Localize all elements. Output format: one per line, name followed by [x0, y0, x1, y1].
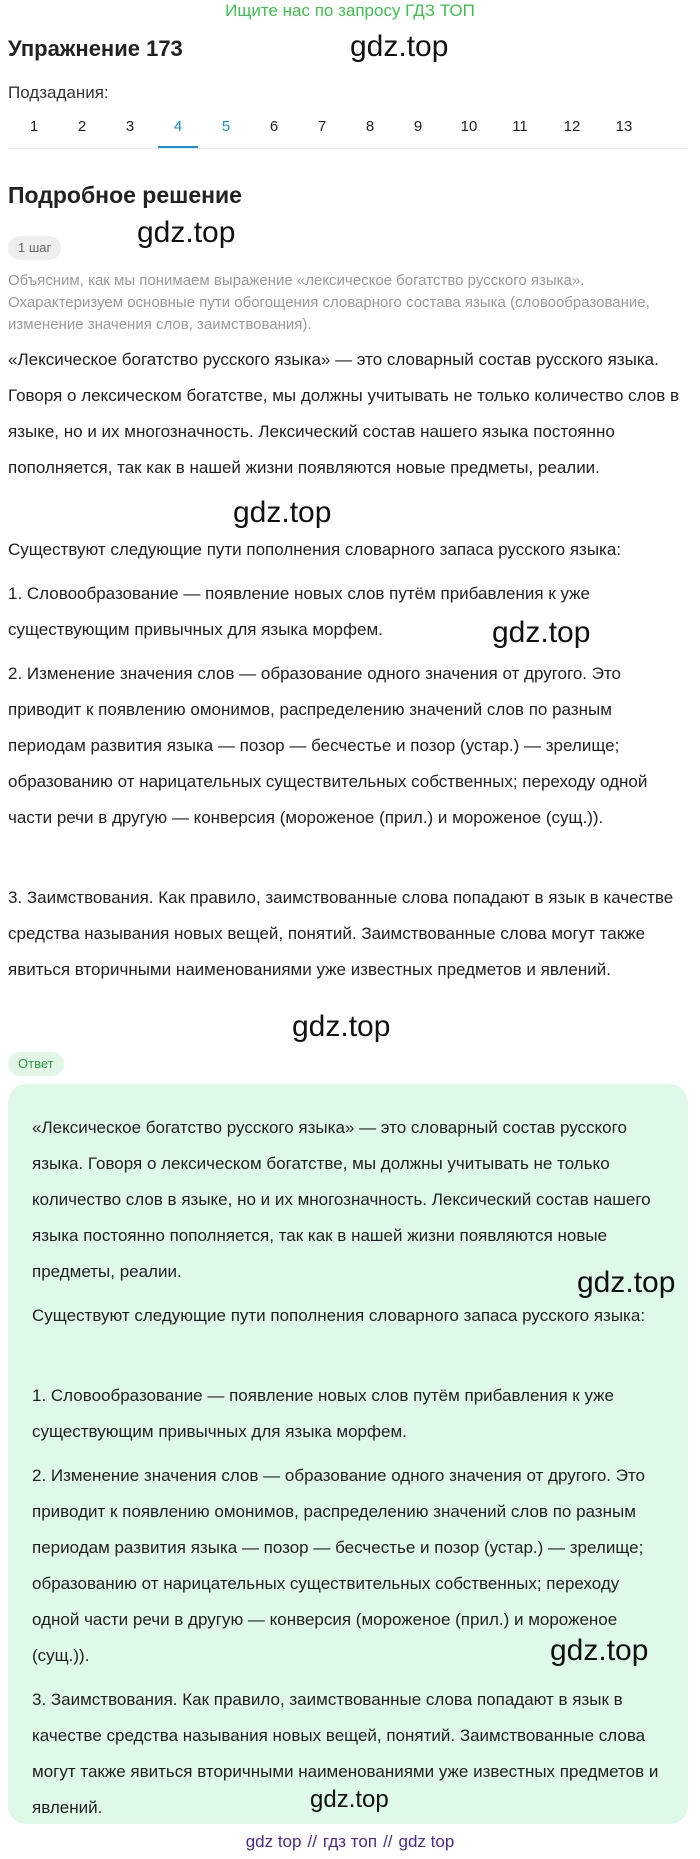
- solution-paragraph: 2. Изменение значения слов — образование одного значения от другого. Это приводит к появлению омонимов, распределению значений слов по разным периодам развития языка — позор — бесчестье и позор (устар.) — зрелище; образованию от нарицательных существительных собственных; переходу одной части речи в другую — конверсия (мороженое (прил.) и мороженое (сущ.)).: [8, 664, 648, 827]
- footer-separator: //: [383, 1832, 393, 1851]
- solution-title: Подробное решение: [8, 182, 242, 208]
- watermark: gdz.top: [492, 616, 591, 649]
- answer-paragraph: 3. Заимствования. Как правило, заимствованные слова попадают в язык в качестве средства называния новых вещей, понятий. Заимствованные слова могут также явиться вторичными наименованиями уже известных предметов и явлений.: [32, 1690, 659, 1817]
- subtask-tab-6[interactable]: 6: [269, 118, 279, 135]
- subtask-tab-13[interactable]: 13: [615, 118, 633, 135]
- answer-paragraph: «Лексическое богатство русского языка» — это словарный состав русского языка. Говоря о лексическом богатстве, мы должны учитывать не только количество слов в языке, но и их многозначность. Лексический состав нашего языка постоянно пополняется, так как в нашей жизни появляются новые предметы, реалии.: [32, 1118, 651, 1281]
- page-title: Упражнение 173: [8, 36, 183, 61]
- subtask-tab-1[interactable]: 1: [29, 118, 39, 135]
- footer-link[interactable]: гдз топ: [322, 1832, 378, 1851]
- watermark: gdz.top: [292, 1010, 391, 1043]
- footer-separator: //: [307, 1832, 317, 1851]
- subtask-tab-3[interactable]: 3: [125, 118, 135, 135]
- solution-paragraph: «Лексическое богатство русского языка» — это словарный состав русского языка. Говоря о лексическом богатстве, мы должны учитывать не только количество слов в языке, но и их многозначность. Лексический состав нашего языка постоянно пополняется, так как в нашей жизни появляются новые предметы, реалии.: [8, 350, 680, 477]
- subtask-tab-10[interactable]: 10: [460, 118, 478, 135]
- answer-paragraph: 2. Изменение значения слов — образование одного значения от другого. Это приводит к появлению омонимов, распределению значений слов по разным периодам развития языка — позор — бесчестье и позор (устар.) — зрелище; образованию от нарицательных существительных собственных; переходу одной части речи в другую — конверсия (мороженое (прил.) и мороженое (сущ.)).: [32, 1466, 646, 1665]
- solution-paragraph: 3. Заимствования. Как правило, заимствованные слова попадают в язык в качестве средства называния новых вещей, понятий. Заимствованные слова могут также явиться вторичными наименованиями уже известных предметов и явлений.: [8, 888, 674, 979]
- watermark: gdz.top: [550, 1634, 649, 1667]
- footer-link[interactable]: gdz top: [245, 1832, 302, 1851]
- watermark: gdz.top: [350, 30, 449, 63]
- subtask-tab-8[interactable]: 8: [365, 118, 375, 135]
- watermark: gdz.top: [310, 1786, 389, 1813]
- subtask-tab-5[interactable]: 5: [221, 118, 231, 135]
- search-banner: Ищите нас по запросу ГДЗ ТОП: [225, 1, 475, 20]
- answer-badge: Ответ: [8, 1052, 64, 1076]
- watermark: gdz.top: [577, 1266, 676, 1299]
- subtask-tab-9[interactable]: 9: [413, 118, 423, 135]
- answer-paragraph: Существуют следующие пути пополнения словарного запаса русского языка:: [32, 1306, 646, 1325]
- footer-link[interactable]: gdz top: [398, 1832, 455, 1851]
- answer-paragraph: 1. Словообразование — появление новых слов путём прибавления к уже существующим привычных для языка морфем.: [32, 1386, 614, 1441]
- step-hint: Объясним, как мы понимаем выражение «лексическое богатство русского языка». Охарактеризуем основные пути обогощения словарного состава языка (словообразование, изменение значения слов, заимствования).: [8, 272, 650, 333]
- subtask-tab-2[interactable]: 2: [77, 118, 87, 135]
- subtask-tab-7[interactable]: 7: [317, 118, 327, 135]
- subtasks-tabs: [8, 112, 688, 149]
- solution-paragraph: 1. Словообразование — появление новых слов путём прибавления к уже существующим привычных для языка морфем.: [8, 584, 590, 639]
- subtask-tab-4[interactable]: 4: [158, 112, 198, 148]
- subtasks-label: Подзадания:: [8, 83, 109, 102]
- footer-links: [0, 1832, 700, 1852]
- watermark: gdz.top: [137, 216, 236, 249]
- subtask-tab-11[interactable]: 11: [512, 118, 528, 135]
- step-badge: 1 шаг: [8, 236, 61, 260]
- solution-paragraph: Существуют следующие пути пополнения словарного запаса русского языка:: [8, 540, 622, 559]
- subtask-tab-12[interactable]: 12: [563, 118, 581, 135]
- watermark: gdz.top: [233, 496, 332, 529]
